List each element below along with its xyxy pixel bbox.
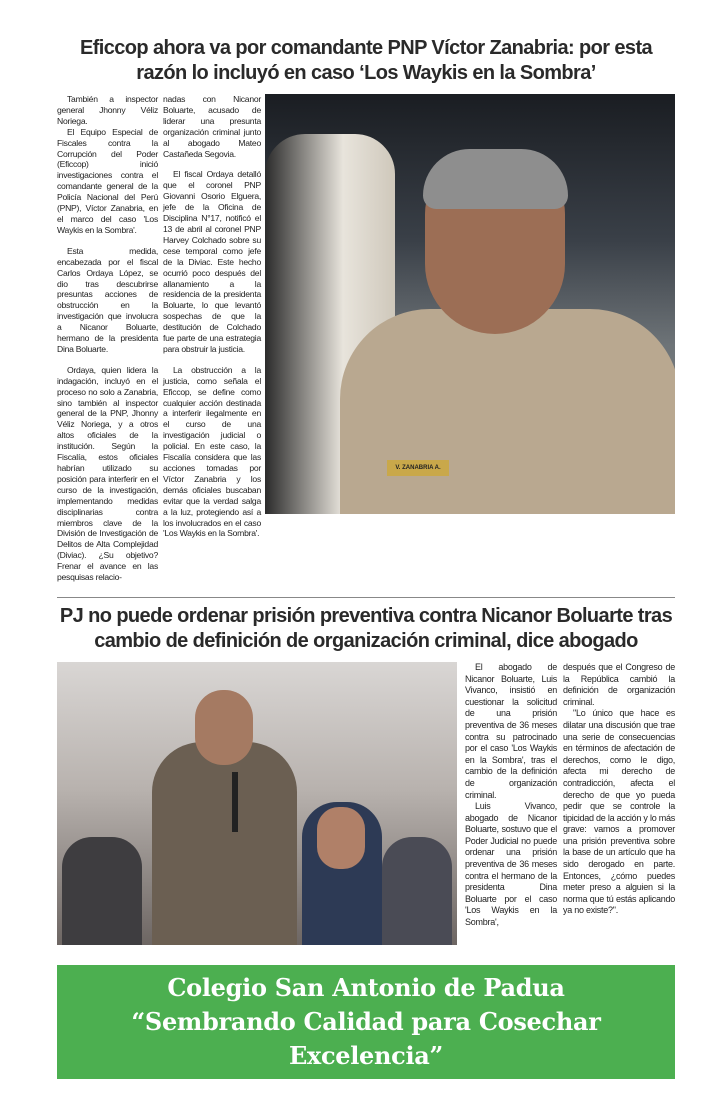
article1-body — [57, 94, 675, 583]
article1-headline: Eficcop ahora va por comandante PNP Víctor Zanabria: por esta razón lo incluyó en caso ‘Los Waykis en la Sombra’ — [79, 37, 653, 84]
article1-column-2 — [163, 94, 261, 539]
microphone — [232, 772, 238, 832]
divider — [57, 597, 675, 598]
uniform — [340, 309, 675, 514]
speaker-body — [152, 742, 297, 945]
paragraph: "Lo único que hace es dilatar una discusión que trae una serie de consecuencias en términos de afectación de derechos, como le digo, afecta mi derecho de contradicción, afecta el derecho de que yo pueda pedir que se controle la tipicidad de la acción y lo más grave: vamos a promover una prisión preventiva sobre la base de un artículo que ha sido derogado en parte. Entonces, ¿cómo puedes meter preso a alguien si la norma que tú estás aplicando ya no existe?". — [563, 708, 675, 916]
banner-slogan: “Sembrando Calidad para Cosechar Excelencia” — [131, 1006, 601, 1070]
photo-vivanco — [57, 662, 457, 945]
article2-headline: PJ no puede ordenar prisión preventiva contra Nicanor Boluarte tras cambio de definición de organización criminal, dice abogado — [59, 604, 673, 652]
advert-banner — [57, 965, 675, 1079]
photo-zanabria — [265, 94, 675, 514]
person-left — [62, 837, 142, 945]
man-face — [317, 807, 365, 869]
paragraph: El abogado de Nicanor Boluarte, Luis Vivanco, insistió en cuestionar la solicitud de una prisión preventiva de 36 meses contra su patrocinado por el caso 'Los Waykis en la Sombra', tras el cambio de la definición de organización criminal. — [465, 661, 557, 800]
paragraph: Ordaya, quien lidera la indagación, incluyó en el proceso no solo a Zanabria, sino también al inspector general de la PNP, Jhonny Véliz Noriega, y a otros altos oficiales de la institución. Según la Fiscalía, estos oficiales habrían utilizado su posición para interferir en el curso de la investigación, implementando medidas disciplinarias contra miembros clave de la División de Investigación de Delitos de Alta Complejidad (Diviac). ¿Su objetivo? Frenar el avance en las pesquisas relacio- — [57, 364, 158, 583]
paragraph: La obstrucción a la justicia, como señala el Eficcop, se define como cualquier acción destinada a interferir ilegalmente en el curso de una investigación judicial o policial. En este caso, la Fiscalía considera que las acciones tomadas por Víctor Zanabria y los demás oficiales buscaban evitar que la verdad salga a la luz, protegiendo así a los involucrados en el caso 'Los Waykis en la Sombra'. — [163, 364, 261, 539]
paragraph: después que el Congreso de la República cambió la definición de organización criminal. — [563, 661, 675, 707]
person-right — [382, 837, 452, 945]
hair — [423, 149, 568, 209]
banner-school-name: Colegio San Antonio de Padua — [167, 972, 565, 1002]
speaker-face — [195, 690, 253, 765]
name-badge: V. ZANABRIA A. — [387, 460, 449, 476]
article2-body — [57, 662, 675, 945]
paragraph: nadas con Nicanor Boluarte, acusado de liderar una presunta organización criminal junto al abogado Mateo Castañeda Segovia. — [163, 94, 261, 159]
article1-column-1 — [57, 94, 158, 583]
article2-column-1 — [465, 662, 557, 929]
paragraph: También a inspector general Jhonny Véliz Noriega. — [57, 94, 158, 126]
article2-column-2 — [563, 662, 675, 917]
paragraph: El Equipo Especial de Fiscales contra la Corrupción del Poder (Eficcop) inició investigaciones contra el comandante general de la Policía Nacional del Perú (PNP), Víctor Zanabria, en el marco del caso 'Los Waykis en la Sombra'. — [57, 126, 158, 235]
paragraph: El fiscal Ordaya detalló que el coronel PNP Giovanni Osorio Elguera, jefe de la Oficina de Disciplina N°17, notificó el 13 de abril al coronel PNP Harvey Colchado sobre su cese temporal como jefe de la Diviac. Este hecho ocurrió poco después del allanamiento a la residencia de la presidenta Boluarte, lo que levantó sospechas de que la destitución de Colchado fue parte de una estrategia para obstruir la justicia. — [163, 169, 261, 354]
paragraph: Esta medida, encabezada por el fiscal Carlos Ordaya López, se dio tras descubrirse presuntas acciones de obstrucción en la investigación que involucra a Nicanor Boluarte, hermano de la presidenta Dina Boluarte. — [57, 245, 158, 354]
paragraph: Luis Vivanco, abogado de Nicanor Boluarte, sostuvo que el Poder Judicial no puede ordenar una prisión preventiva de 36 meses contra el hermano de la presidenta Dina Boluarte por el caso 'Los Waykis en la Sombra', — [465, 801, 557, 928]
